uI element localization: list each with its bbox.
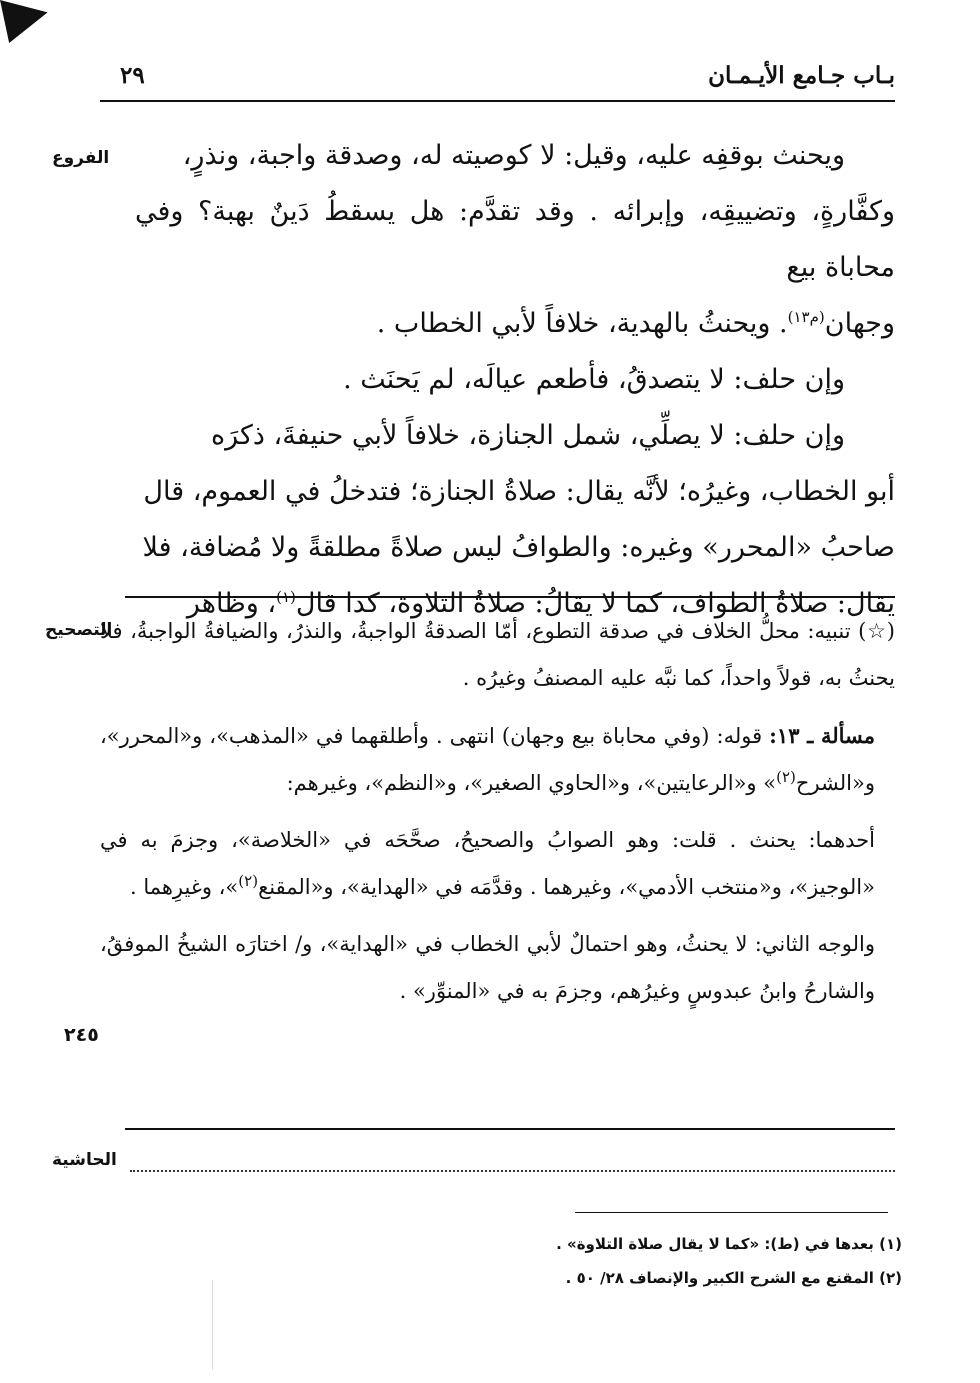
footnote-separator: [575, 1212, 888, 1213]
main-text: [135, 128, 895, 632]
page-header: [100, 60, 895, 102]
chapter-title: بـاب جـامع الأيـمـان: [708, 62, 895, 89]
wajh1-text: أحدهما: يحنث . قلت: وهو الصوابُ والصحيحُ، صحَّحَه في «الخلاصة»، وجزمَ به في «الوجيز»، و«منتخب الأدمي»، وغيرهما . وقدَّمَه في «الهداية»، و«المقنع: [100, 828, 875, 899]
section-divider: [125, 596, 895, 598]
footnote-ref-superscript: (٢): [776, 768, 796, 786]
page-number: ٢٩: [120, 62, 145, 89]
main-fragment: وجهان: [824, 308, 895, 339]
wajh1-text: »، وغيرِهما .: [129, 875, 239, 899]
main-fragment: يقال: صلاةُ الطواف، كما لا يقالُ: صلاةُ التلاوة، كذا قال: [295, 588, 895, 619]
main-line: صاحبُ «المحرر» وغيره: والطوافُ ليس صلاةً مطلقةً ولا مُضافة، فلا: [142, 532, 895, 563]
main-paragraph: وإن حلف: لا يتصدقُ، فأطعم عيالَه، لم يَحنَث .: [343, 364, 845, 395]
masala-text: » و«الرعايتين»، و«الحاوي الصغير»، و«النظم»، وغيرهم:: [286, 771, 777, 795]
margin-label-furu: الفروع: [52, 148, 110, 168]
main-line: وإن حلف: لا يصلِّي، شمل الجنازة، خلافاً لأبي حنيفةَ، ذكرَه: [211, 420, 845, 451]
main-line: ويحنث بوقفِه عليه، وقيل: لا كوصيته له، وصدقة واجبة، ونذرٍ،: [182, 140, 845, 171]
main-line: [135, 296, 895, 352]
footnote-ref-superscript: (٢): [238, 872, 259, 890]
tanbih-paragraph: (☆) تنبيه: محلُّ الخلاف في صدقة التطوع، أمّا الصدقةُ الواجبةُ، والنذرُ، والضيافةُ الواجبةُ، فلا يحنثُ به، قولاً واحداً، كما نبَّه عليه المصنفُ وغيرُه .: [100, 619, 895, 690]
page-crease: [212, 1280, 213, 1370]
wajh1-paragraph: [100, 817, 895, 911]
hashiya-dotted-line: [130, 1150, 895, 1172]
margin-ref-number: ٢٤٥: [64, 1024, 99, 1046]
tashih-text: [100, 608, 895, 1015]
main-fragment: ، وظاهر: [186, 588, 277, 619]
footnotes: [202, 1227, 902, 1295]
wajh2-paragraph: والوجه الثاني: لا يحنثُ، وهو احتمالٌ لأبي الخطاب في «الهداية»، و/ اختارَه الشيخُ الموفقُ، والشارحُ وابنُ عبدوسٍ وغيرُهم، وجزمَ به في «المنوِّر» .: [100, 932, 875, 1003]
page-corner-mark: [0, 0, 52, 43]
masala-paragraph: [100, 712, 895, 807]
main-line: أبو الخطاب، وغيرُه؛ لأنَّه يقال: صلاةُ الجنازة؛ فتدخلُ في العموم، قال: [143, 476, 895, 507]
margin-label-hashiya: الحاشية: [52, 1150, 117, 1170]
masala-label: مسألة ـ ١٣:: [769, 723, 875, 748]
main-fragment: . ويحنثُ بالهدية، خلافاً لأبي الخطاب .: [376, 308, 788, 339]
main-line: وكفَّارةٍ، وتضييقِه، وإبرائه . وقد تقدَّم: هل يسقطُ دَينٌ بهبة؟ وفي محاباة بيع: [135, 196, 895, 283]
masala-ref-superscript: (م١٣): [787, 308, 825, 326]
margin-label-tashih: التصحيح: [45, 620, 113, 640]
section-divider: [125, 1128, 895, 1130]
footnote-2: (٢) المقنع مع الشرح الكبير والإنصاف ٢٨/ ٥٠ .: [565, 1269, 902, 1287]
footnote-1: (١) بعدها في (ط): «كما لا يقال صلاة التلاوة» .: [556, 1235, 902, 1253]
masala-text: قوله: (وفي محاباة بيع وجهان) انتهى . وأطلقهما في «المذهب»، و«المحرر»، و«الشرح: [100, 724, 875, 795]
footnote-ref-superscript: (١): [276, 588, 296, 606]
